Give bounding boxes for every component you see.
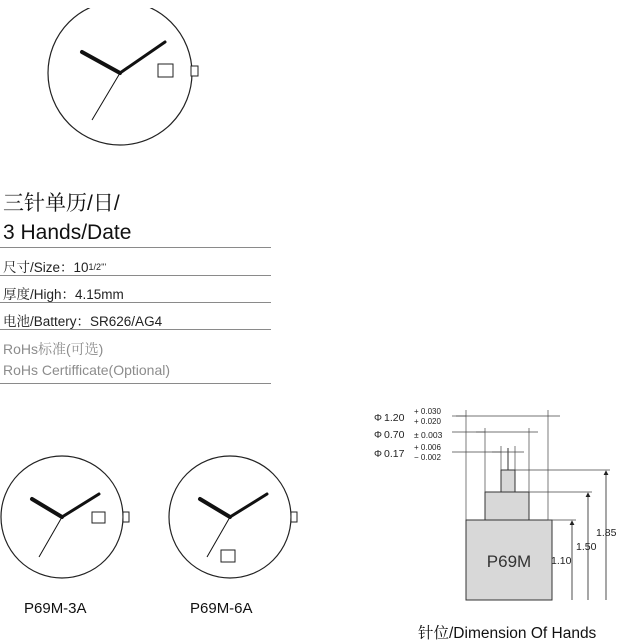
date-window (221, 550, 235, 562)
dia-3-tol-lower: − 0.002 (414, 453, 441, 462)
dia-symbol: Φ (374, 449, 382, 460)
spec-size-fraction: 1/2 (88, 262, 102, 272)
divider (0, 275, 271, 276)
spec-high (3, 283, 124, 303)
date-window (158, 64, 173, 77)
divider (0, 329, 271, 330)
spec-size-value: 10 (73, 260, 89, 275)
height-1-label: 1.10 (551, 555, 572, 567)
crown (191, 66, 198, 76)
spec-battery-label: 电池/Battery： (3, 314, 91, 329)
spec-size (3, 256, 106, 276)
spec-battery-value: SR626/AG4 (90, 314, 163, 329)
dia-symbol: Φ (374, 430, 382, 441)
spec-battery (3, 310, 162, 330)
crown (291, 512, 297, 522)
dimension-title: 针位/Dimension Of Hands (418, 625, 597, 642)
hand-dimension-diagram (360, 400, 624, 605)
dia-1-value: 1.20 (384, 412, 405, 424)
minute-pipe (501, 470, 515, 492)
dia-1-tol-lower: + 0.020 (414, 417, 441, 426)
height-2-label: 1.50 (576, 541, 597, 553)
dia-3-tol-upper: + 0.006 (414, 443, 441, 452)
title-cn: 三针单历/日/ (3, 192, 120, 215)
watch-6a-illustration (168, 455, 303, 583)
divider (0, 383, 271, 384)
watch-main-illustration (40, 8, 210, 158)
spec-size-label: 尺寸/Size： (3, 260, 74, 275)
dia-1-tol-upper: + 0.030 (414, 407, 441, 416)
height-3-label: 1.85 (596, 527, 617, 539)
spec-size-suffix: ''' (101, 262, 107, 272)
movement-label: P69M (486, 552, 532, 571)
rohs-line-1: RoHs标准(可选) (3, 341, 104, 357)
dia-3-value: 0.17 (384, 448, 405, 460)
dia-2-value: 0.70 (384, 429, 405, 441)
hour-pipe (485, 492, 529, 520)
watch-3a-illustration (0, 455, 135, 583)
crown (123, 512, 129, 522)
spec-high-label: 厚度/High： (3, 287, 76, 302)
date-window (92, 512, 105, 523)
model-label-3a: P69M-3A (24, 600, 87, 617)
rohs-line-2: RoHs Certifficate(Optional) (3, 362, 171, 378)
spec-high-value: 4.15mm (75, 287, 124, 302)
dia-symbol: Φ (374, 413, 382, 424)
divider (0, 302, 271, 303)
model-label-6a: P69M-6A (190, 600, 253, 617)
title-en: 3 Hands/Date (3, 221, 132, 244)
dia-2-tol: ± 0.003 (414, 430, 443, 440)
divider (0, 247, 271, 248)
